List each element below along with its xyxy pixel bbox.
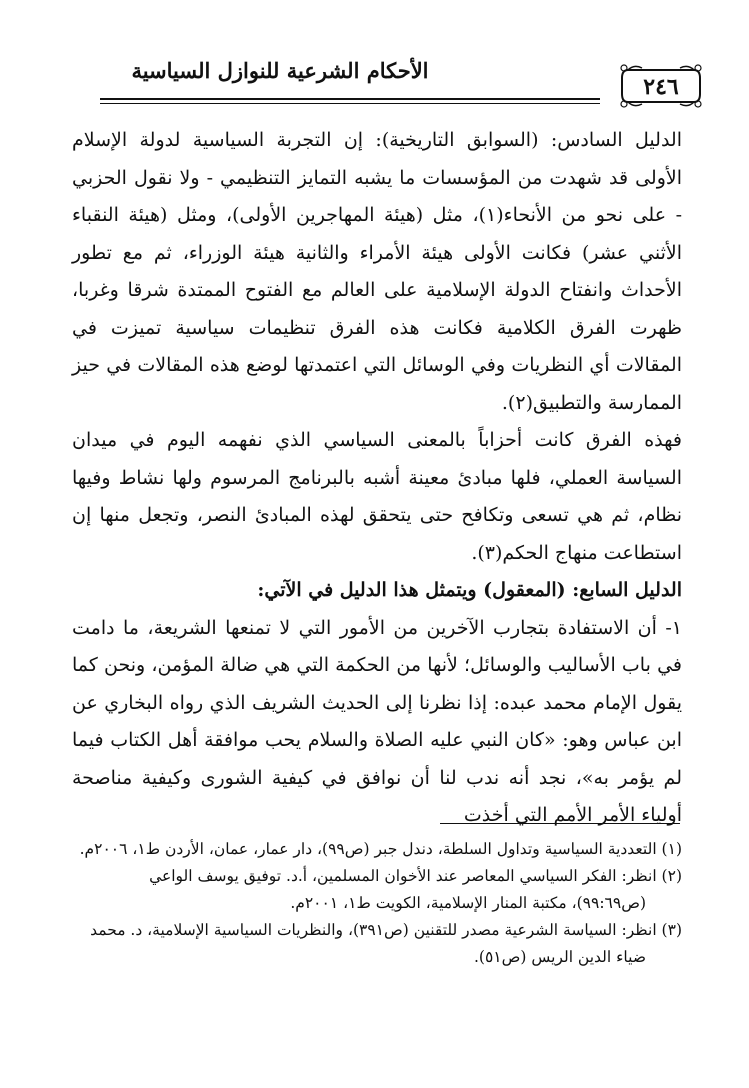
paragraph-evidence-six: الدليل السادس: (السوابق التاريخية): إن التجربة السياسية لدولة الإسلام الأولى قد شهدت من المؤسسات ما يشبه التمايز التنظيمي - ولا نقول الحزبي - على نحو من الأنحاء(١)، مثل (هيئة المهاجرين الأولى)، ومثل (هيئة النقباء الأثني عشر) فكانت الأولى هيئة الأمراء والثانية هيئة الوزراء، ثم مع تطور الأحداث وانفتاح الدولة الإسلامية على العالم مع الفتوح الممتدة شرقا وغربا، ظهرت الفرق الكلامية فكانت هذه الفرق تنظيمات سياسية تميزت في المقالات أي النظريات وفي الوسائل التي اعتمدتها لوضع هذه المقالات في حيز الممارسة والتطبيق(٢). [72, 129, 682, 414]
paragraph-sects-as-parties: فهذه الفرق كانت أحزاباً بالمعنى السياسي الذي نفهمه اليوم في ميدان السياسة العملي، فلها مبادئ معينة أشبه بالبرنامج المرسوم ولها نشاط وفيها نظام، ثم هي تسعى وتكافح حتى يتحقق لهذه المبادئ النصر، وتجعل منها إن استطاعت منهاج الحكم(٣). [72, 429, 682, 564]
footnote-3 [72, 917, 682, 971]
page-number: ٢٤٦ [643, 74, 679, 100]
footnotes [72, 836, 682, 971]
header-rule [100, 98, 600, 100]
paragraph-evidence-seven: الدليل السابع: (المعقول) ويتمثل هذا الدليل في الآتي: [257, 579, 682, 601]
header-rule-thin [100, 103, 600, 104]
book-title: الأحكام الشرعية للنوازل السياسية [131, 58, 429, 83]
footnote-2-line-2: (ص٩٩:٦٩)، مكتبة المنار الإسلامية، الكويت ط١، ٢٠٠١م. [290, 894, 646, 912]
footnote-separator [440, 823, 680, 824]
footnote-2-line-1: (٢) انظر: الفكر السياسي المعاصر عند الأخوان المسلمين، أ.د. توفيق يوسف الواعي [149, 867, 682, 885]
main-text [72, 122, 682, 835]
paragraph-point-one: ١- أن الاستفادة بتجارب الآخرين من الأمور التي لا تمنعها الشريعة، ما دامت في باب الأساليب والوسائل؛ لأنها من الحكمة التي هي ضالة المؤمن، ونحن كما يقول الإمام محمد عبده: إذا نظرنا إلى الحديث الشريف الذي رواه البخاري عن ابن عباس وهو: «كان النبي عليه الصلاة والسلام يحب موافقة أهل الكتاب فيما لم يؤمر به»، نجد أنه ندب لنا أن نوافق في كيفية الشورى وكيفية مناصحة أولياء الأمر الأمم التي أخذت [72, 616, 682, 826]
footnote-1: (١) التعددية السياسية وتداول السلطة، دندل جبر (ص٩٩)، دار عمار، عمان، الأردن ط١، ٢٠٠٦م. [79, 840, 682, 858]
footnote-3-line-2: ضياء الدين الريس (ص٥١). [474, 948, 646, 966]
page-header [70, 52, 702, 122]
footnote-2 [72, 863, 682, 917]
footnote-3-line-1: (٣) انظر: السياسة الشرعية مصدر للتقنين (ص٣٩١)، والنظريات السياسية الإسلامية، د. محمد [90, 921, 682, 939]
